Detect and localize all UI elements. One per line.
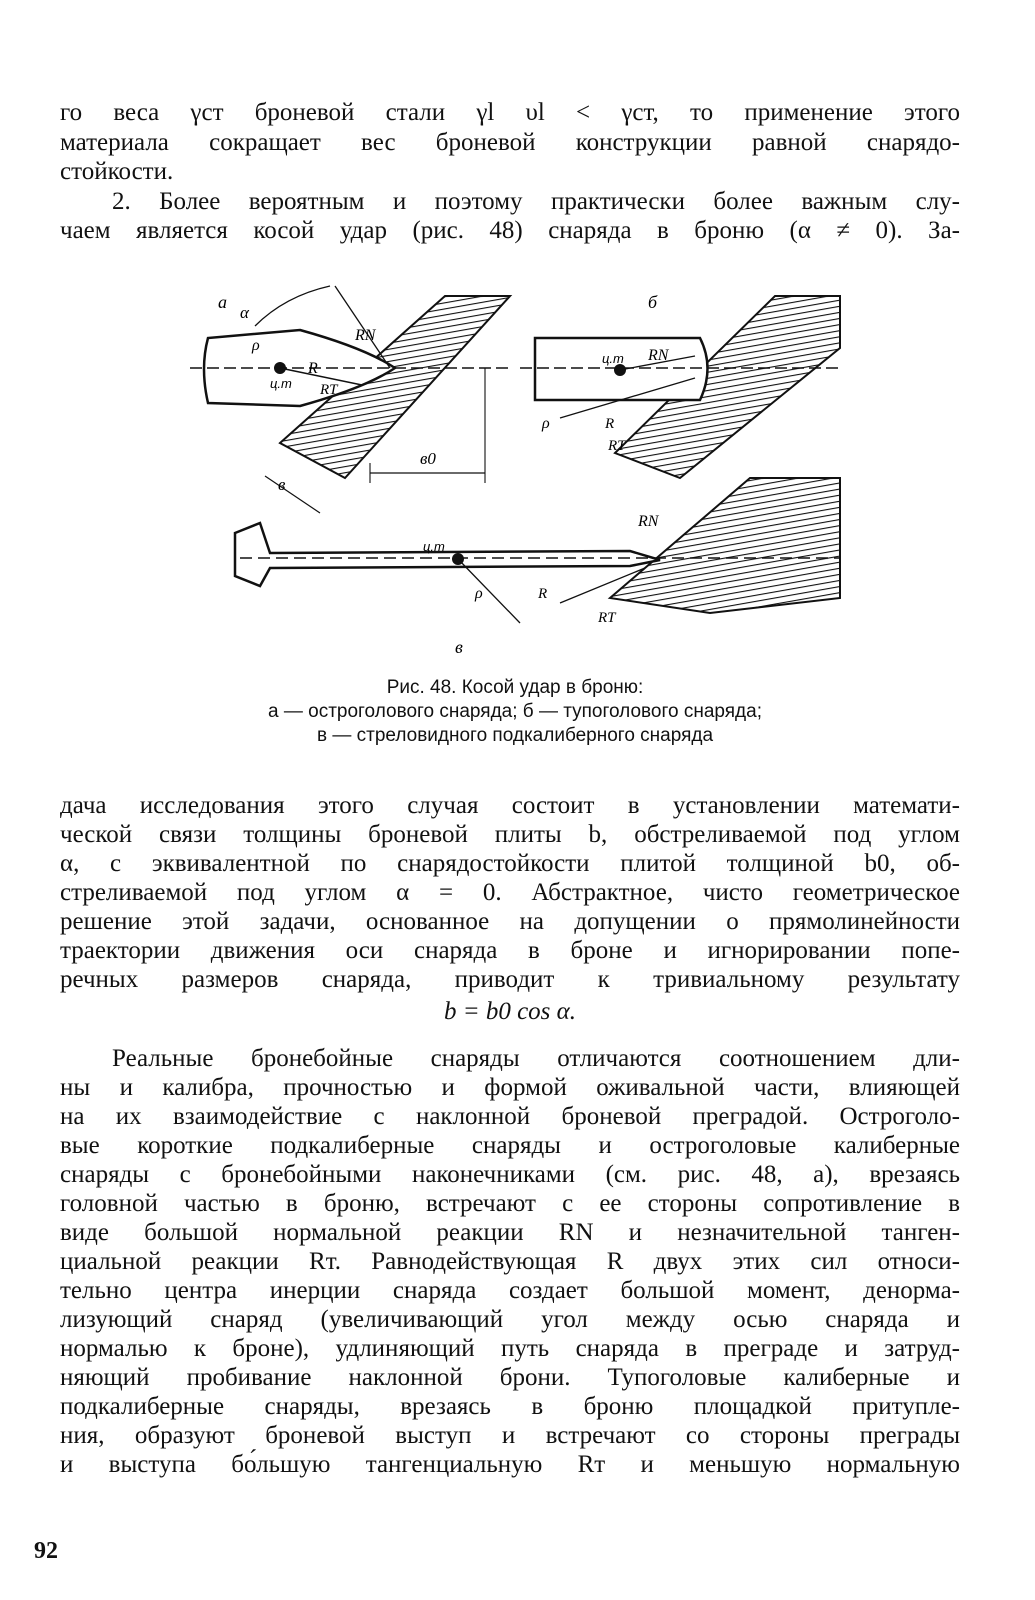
label-rho-b: ρ: [542, 415, 550, 432]
text-line: подкалиберные снаряды, врезаясь в броню площадкой притупле-: [60, 1393, 960, 1420]
label-cg-a: ц.т: [270, 376, 292, 391]
text-line: дача исследования этого случая состоит в установлении математи-: [60, 792, 960, 819]
armor-plate-v: [610, 478, 840, 613]
text-line: снаряды с бронебойными наконечниками (см. рис. 48, а), врезаясь: [60, 1161, 960, 1188]
text-line: виде большой нормальной реакции RN и незначительной танген-: [60, 1219, 960, 1246]
label-subfigure-b: б: [648, 292, 658, 312]
text-line: стреливаемой под углом α = 0. Абстрактное, чисто геометрическое: [60, 879, 960, 906]
text-line: няющий пробивание наклонной брони. Тупоголовые калиберные и: [60, 1364, 960, 1391]
label-cg-b: ц.т: [602, 351, 624, 366]
text-line: стойкости.: [60, 158, 174, 185]
text-line: ческой связи толщины броневой плиты b, обстреливаемой под углом: [60, 821, 960, 848]
label-RT-b: RT: [608, 438, 626, 454]
text-line: ны и калибра, прочностью и формой оживальной части, влияющей: [60, 1074, 960, 1101]
text-line: нормалью к броне), удлиняющий путь снаряда в преграде и затруд-: [60, 1335, 960, 1362]
page-number: 92: [34, 1538, 58, 1564]
text-line: траектории движения оси снаряда в броне и игнорировании попе-: [60, 937, 960, 964]
text-line: ния, образуют броневой выступ и встречают со стороны преграды: [60, 1422, 960, 1449]
text-line: речных размеров снаряда, приводит к тривиальному результату: [60, 966, 960, 993]
label-rho-a: ρ: [252, 337, 260, 354]
projectile-v: [235, 523, 660, 586]
label-alpha: α: [240, 303, 249, 322]
text-line: тельно центра инерции снаряда создает большой момент, денорма-: [60, 1277, 960, 1304]
caption-line: а — остроголового снаряда; б — тупоголового снаряда;: [268, 701, 762, 722]
text-line: го веса γст броневой стали γl υl < γст, то применение этого: [60, 99, 960, 126]
text-line: решение этой задачи, основанное на допущении о прямолинейности: [60, 908, 960, 935]
text-line: лизующий снаряд (увеличивающий угол между осью снаряда и: [60, 1306, 960, 1333]
text-line: 2. Более вероятным и поэтому практически более важным слу-: [112, 188, 960, 215]
figure-48-diagram: [190, 268, 850, 668]
text-line: Реальные бронебойные снаряды отличаются соотношением дли-: [112, 1045, 960, 1072]
text-line: чаем является косой удар (рис. 48) снаряда в броню (α ≠ 0). За-: [60, 217, 960, 244]
label-rho-v: ρ: [475, 585, 483, 602]
label-RN-v: RN: [638, 513, 659, 530]
label-cg-v: ц.т: [423, 539, 445, 554]
subfigure-b: [520, 296, 840, 478]
label-RT-a: RT: [320, 382, 338, 398]
text-line: головной частью в броню, встречают с ее стороны сопротивление в: [60, 1190, 960, 1217]
subfigure-a: [190, 286, 510, 513]
text-line: и выступа бо́льшую тангенциальную Rт и меньшую нормальную: [60, 1451, 960, 1478]
label-b-dimension: в: [278, 475, 286, 494]
label-R-v: R: [538, 586, 548, 602]
label-R-a: R: [308, 360, 318, 377]
label-R-b: R: [605, 416, 615, 432]
label-RN-a: RN: [355, 327, 376, 344]
text-line: материала сокращает вес броневой конструкции равной снарядо-: [60, 129, 960, 156]
text-line: α, с эквивалентной по снарядостойкости плитой толщиной b0, об-: [60, 850, 960, 877]
text-line: вые короткие подкалиберные снаряды и остроголовые калиберные: [60, 1132, 960, 1159]
label-RN-b: RN: [648, 347, 669, 364]
label-RT-v: RT: [598, 610, 616, 626]
text-line: циальной реакции Rт. Равнодействующая R двух этих сил относи-: [60, 1248, 960, 1275]
figure-caption: [130, 676, 900, 748]
label-b0-dimension: в0: [420, 449, 436, 468]
text-line: на их взаимодействие с наклонной броневой преградой. Остроголо-: [60, 1103, 960, 1130]
label-subfigure-a: а: [218, 292, 227, 312]
caption-line: в — стреловидного подкалиберного снаряда: [316, 725, 714, 746]
caption-title: Рис. 48. Косой удар в броню:: [386, 677, 644, 698]
formula: b = b0 cos α.: [443, 998, 577, 1025]
label-subfigure-v: в: [455, 637, 463, 657]
